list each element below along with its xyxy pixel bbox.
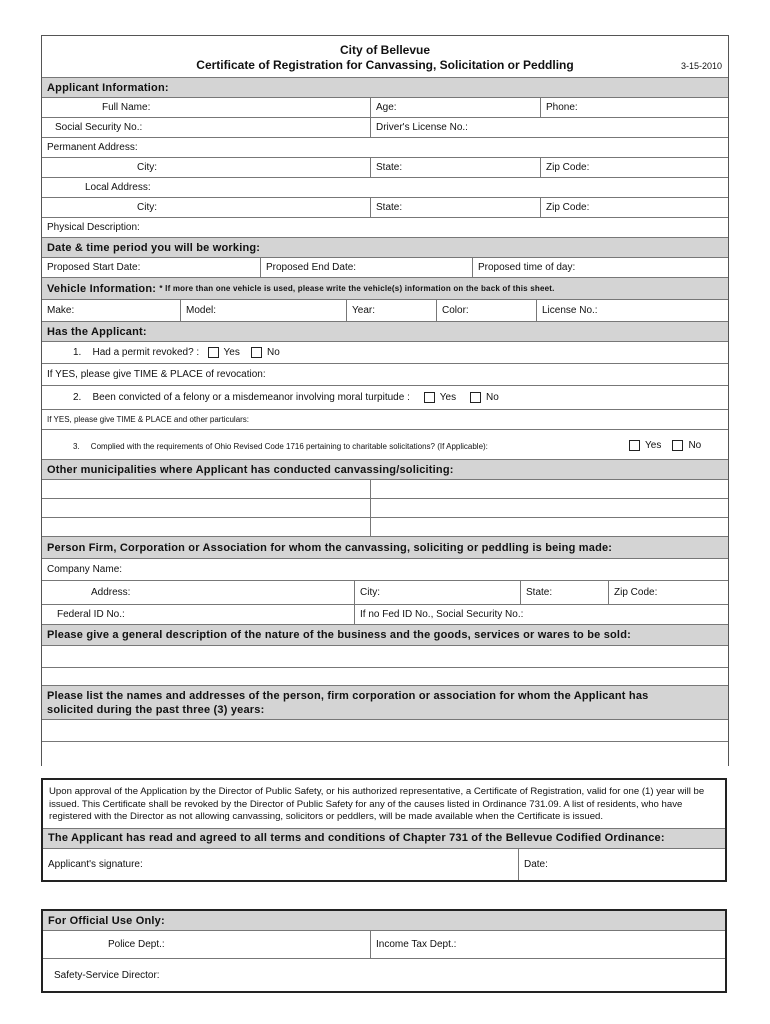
agreement-header [43, 828, 725, 849]
schedule-section-header [42, 238, 728, 258]
local-zip-label: Zip Code: [546, 202, 590, 213]
municipality-row-2 [42, 499, 728, 518]
company-name-row[interactable] [42, 559, 728, 581]
registration-form [41, 35, 729, 766]
municipality-3-left[interactable] [42, 518, 370, 536]
question-1 [68, 342, 280, 363]
company-state-label: State: [526, 587, 553, 598]
permanent-zip-label: Zip Code: [546, 162, 590, 173]
form-title: Certificate of Registration for Canvassing, Solicitation or Peddling [196, 58, 574, 72]
official-use-box [41, 909, 727, 993]
municipality-2-right[interactable] [370, 499, 728, 517]
company-address-row [42, 581, 728, 605]
municipality-row-1 [42, 480, 728, 499]
schedule-row [42, 258, 728, 278]
phone-field[interactable] [540, 98, 728, 117]
signature-date-field[interactable] [518, 849, 725, 880]
question-3-number: 3. [73, 442, 80, 451]
time-of-day-field[interactable] [472, 258, 728, 277]
q2-yes-checkbox[interactable] [424, 392, 435, 403]
license-label: License No.: [542, 305, 598, 316]
municipality-3-right[interactable] [370, 518, 728, 536]
safety-director-label: Safety-Service Director: [54, 969, 160, 981]
end-date-label: Proposed End Date: [266, 262, 357, 273]
vehicle-header-label: Vehicle Information: [47, 282, 157, 295]
question-3 [68, 430, 488, 459]
permanent-state-field[interactable] [370, 158, 540, 177]
q3-yes-label: Yes [645, 440, 662, 451]
question-2-row [42, 386, 728, 410]
company-name-label: Company Name: [47, 564, 123, 575]
police-dept-label: Police Dept.: [108, 939, 165, 950]
q2-yes-label: Yes [439, 392, 457, 403]
vehicle-note: * If more than one vehicle is used, please write the vehicle(s) information on the back of this sheet. [159, 284, 555, 293]
vehicle-header [42, 278, 555, 299]
municipality-1-left[interactable] [42, 480, 370, 498]
question-3-text: Complied with the requirements of Ohio Revised Code 1716 pertaining to charitable solicitations? (If Applicable): [90, 442, 488, 451]
no-fed-id-label: If no Fed ID No., Social Security No.: [360, 609, 524, 620]
local-address-label: Local Address: [85, 182, 151, 193]
q3-no-checkbox[interactable] [672, 440, 683, 451]
q2-no-label: No [486, 392, 499, 403]
local-zip-field[interactable] [540, 198, 728, 217]
local-city-label: City: [137, 202, 157, 213]
end-date-field[interactable] [260, 258, 472, 277]
question-3-answers [624, 430, 701, 459]
q2-followup-row[interactable] [42, 410, 728, 430]
form-date-code: 3-15-2010 [680, 61, 722, 71]
drivers-license-label: Driver's License No.: [376, 122, 468, 133]
q2-followup-label: If YES, please give TIME & PLACE and other particulars: [47, 415, 250, 424]
model-label: Model: [186, 305, 217, 316]
business-line-2[interactable] [42, 668, 728, 686]
income-tax-field[interactable] [370, 931, 725, 958]
q3-no-label: No [688, 440, 702, 451]
q1-yes-checkbox[interactable] [208, 347, 219, 358]
start-date-label: Proposed Start Date: [47, 262, 141, 273]
federal-id-row [42, 605, 728, 625]
past-section-header [42, 686, 728, 720]
police-dept-field[interactable] [103, 931, 165, 958]
age-label: Age: [376, 102, 397, 113]
business-section-header [42, 625, 728, 646]
official-dept-row [43, 931, 725, 959]
question-1-row [42, 342, 728, 364]
past-line-2[interactable] [42, 742, 728, 766]
physical-description-label: Physical Description: [47, 222, 140, 233]
signature-date-label: Date: [524, 858, 548, 870]
form-title-block [42, 36, 728, 78]
safety-director-row[interactable] [43, 959, 725, 991]
company-city-label: City: [360, 587, 380, 598]
color-field[interactable] [436, 300, 536, 321]
federal-id-label: Federal ID No.: [57, 609, 125, 620]
municipality-1-right[interactable] [370, 480, 728, 498]
business-line-1[interactable] [42, 646, 728, 668]
vehicle-section-header [42, 278, 728, 300]
signature-row [43, 849, 725, 880]
company-header-label: Person Firm, Corporation or Association for whom the canvassing, soliciting or peddling is being made: [47, 541, 613, 554]
q1-yes-label: Yes [223, 347, 240, 358]
agreement-header-label: The Applicant has read and agreed to all terms and conditions of Chapter 731 of the Bellevue Codified Ordinance: [48, 832, 665, 844]
year-label: Year: [352, 305, 375, 316]
terms-notice-text: Upon approval of the Application by the Director of Public Safety, or his authorized representative, a Certificate of Registration, valid for one (1) year will be issued. This Certificate shall be revoked by the Director of Public Safety for any of the causes listed in Ordinance 731.09. A list of residents, who have registered with the Director as not allowing canvassing, solicitors or peddlers, will be made available when the Certificate is issued. [49, 786, 705, 822]
color-label: Color: [442, 305, 469, 316]
terms-notice-box [41, 778, 727, 882]
q1-no-label: No [266, 347, 280, 358]
q2-no-checkbox[interactable] [470, 392, 481, 403]
company-state-field[interactable] [520, 581, 608, 604]
question-1-number: 1. [73, 347, 82, 358]
q1-no-checkbox[interactable] [251, 347, 262, 358]
q1-followup-label: If YES, please give TIME & PLACE of revocation: [47, 369, 266, 380]
question-2 [68, 386, 499, 409]
official-section-header [43, 911, 725, 931]
company-zip-label: Zip Code: [614, 587, 658, 598]
local-city-row [42, 198, 728, 218]
past-header-line-1: Please list the names and addresses of the person, firm corporation or association for whom the Applicant has [47, 689, 649, 702]
municipality-row-3 [42, 518, 728, 537]
question-2-text: Been convicted of a felony or a misdemeanor involving moral turpitude : [92, 392, 410, 403]
phone-label: Phone: [546, 102, 578, 113]
license-field[interactable] [536, 300, 728, 321]
permanent-city-label: City: [137, 162, 157, 173]
full-name-label: Full Name: [102, 102, 151, 113]
ssn-label: Social Security No.: [55, 122, 143, 133]
q1-followup-row[interactable] [42, 364, 728, 386]
permanent-address-label: Permanent Address: [47, 142, 138, 153]
vehicle-row [42, 300, 728, 322]
q3-yes-checkbox[interactable] [629, 440, 640, 451]
year-field[interactable] [346, 300, 436, 321]
permanent-city-row [42, 158, 728, 178]
city-title: City of Bellevue [339, 43, 431, 57]
no-fed-id-field[interactable] [354, 605, 728, 624]
business-header-label: Please give a general description of the nature of the business and the goods, services or wares to be sold: [47, 629, 631, 641]
income-tax-label: Income Tax Dept.: [376, 939, 457, 950]
official-header-label: For Official Use Only: [48, 914, 165, 927]
municipalities-header-label: Other municipalities where Applicant has conducted canvassing/soliciting: [47, 463, 454, 476]
signature-field[interactable] [43, 849, 518, 880]
permanent-state-label: State: [376, 162, 403, 173]
ssn-row [42, 118, 728, 138]
past-line-1[interactable] [42, 720, 728, 742]
signature-label: Applicant's signature: [48, 858, 143, 870]
make-field[interactable] [42, 300, 180, 321]
question-2-number: 2. [73, 392, 82, 403]
local-state-field[interactable] [370, 198, 540, 217]
full-name-row [42, 98, 728, 118]
physical-description-row[interactable] [42, 218, 728, 238]
company-address-label: Address: [91, 587, 131, 598]
schedule-header-label: Date & time period you will be working: [47, 241, 261, 254]
history-section-header [42, 322, 728, 342]
applicant-header-label: Applicant Information: [47, 81, 169, 94]
municipality-2-left[interactable] [42, 499, 370, 517]
company-city-field[interactable] [354, 581, 520, 604]
drivers-license-field[interactable] [370, 118, 728, 137]
history-header-label: Has the Applicant: [47, 325, 147, 338]
company-zip-field[interactable] [608, 581, 728, 604]
local-address-row[interactable] [42, 178, 728, 198]
question-3-row [42, 430, 728, 460]
applicant-section-header [42, 78, 728, 98]
past-header-line-2: solicited during the past three (3) years: [47, 703, 265, 716]
permanent-address-row[interactable] [42, 138, 728, 158]
age-field[interactable] [370, 98, 540, 117]
make-label: Make: [47, 305, 75, 316]
past-header [42, 686, 648, 719]
time-of-day-label: Proposed time of day: [478, 262, 576, 273]
model-field[interactable] [180, 300, 346, 321]
start-date-field[interactable] [42, 258, 260, 277]
company-section-header [42, 537, 728, 559]
municipalities-section-header [42, 460, 728, 480]
permanent-zip-field[interactable] [540, 158, 728, 177]
local-state-label: State: [376, 202, 403, 213]
question-1-text: Had a permit revoked? : [92, 347, 200, 358]
